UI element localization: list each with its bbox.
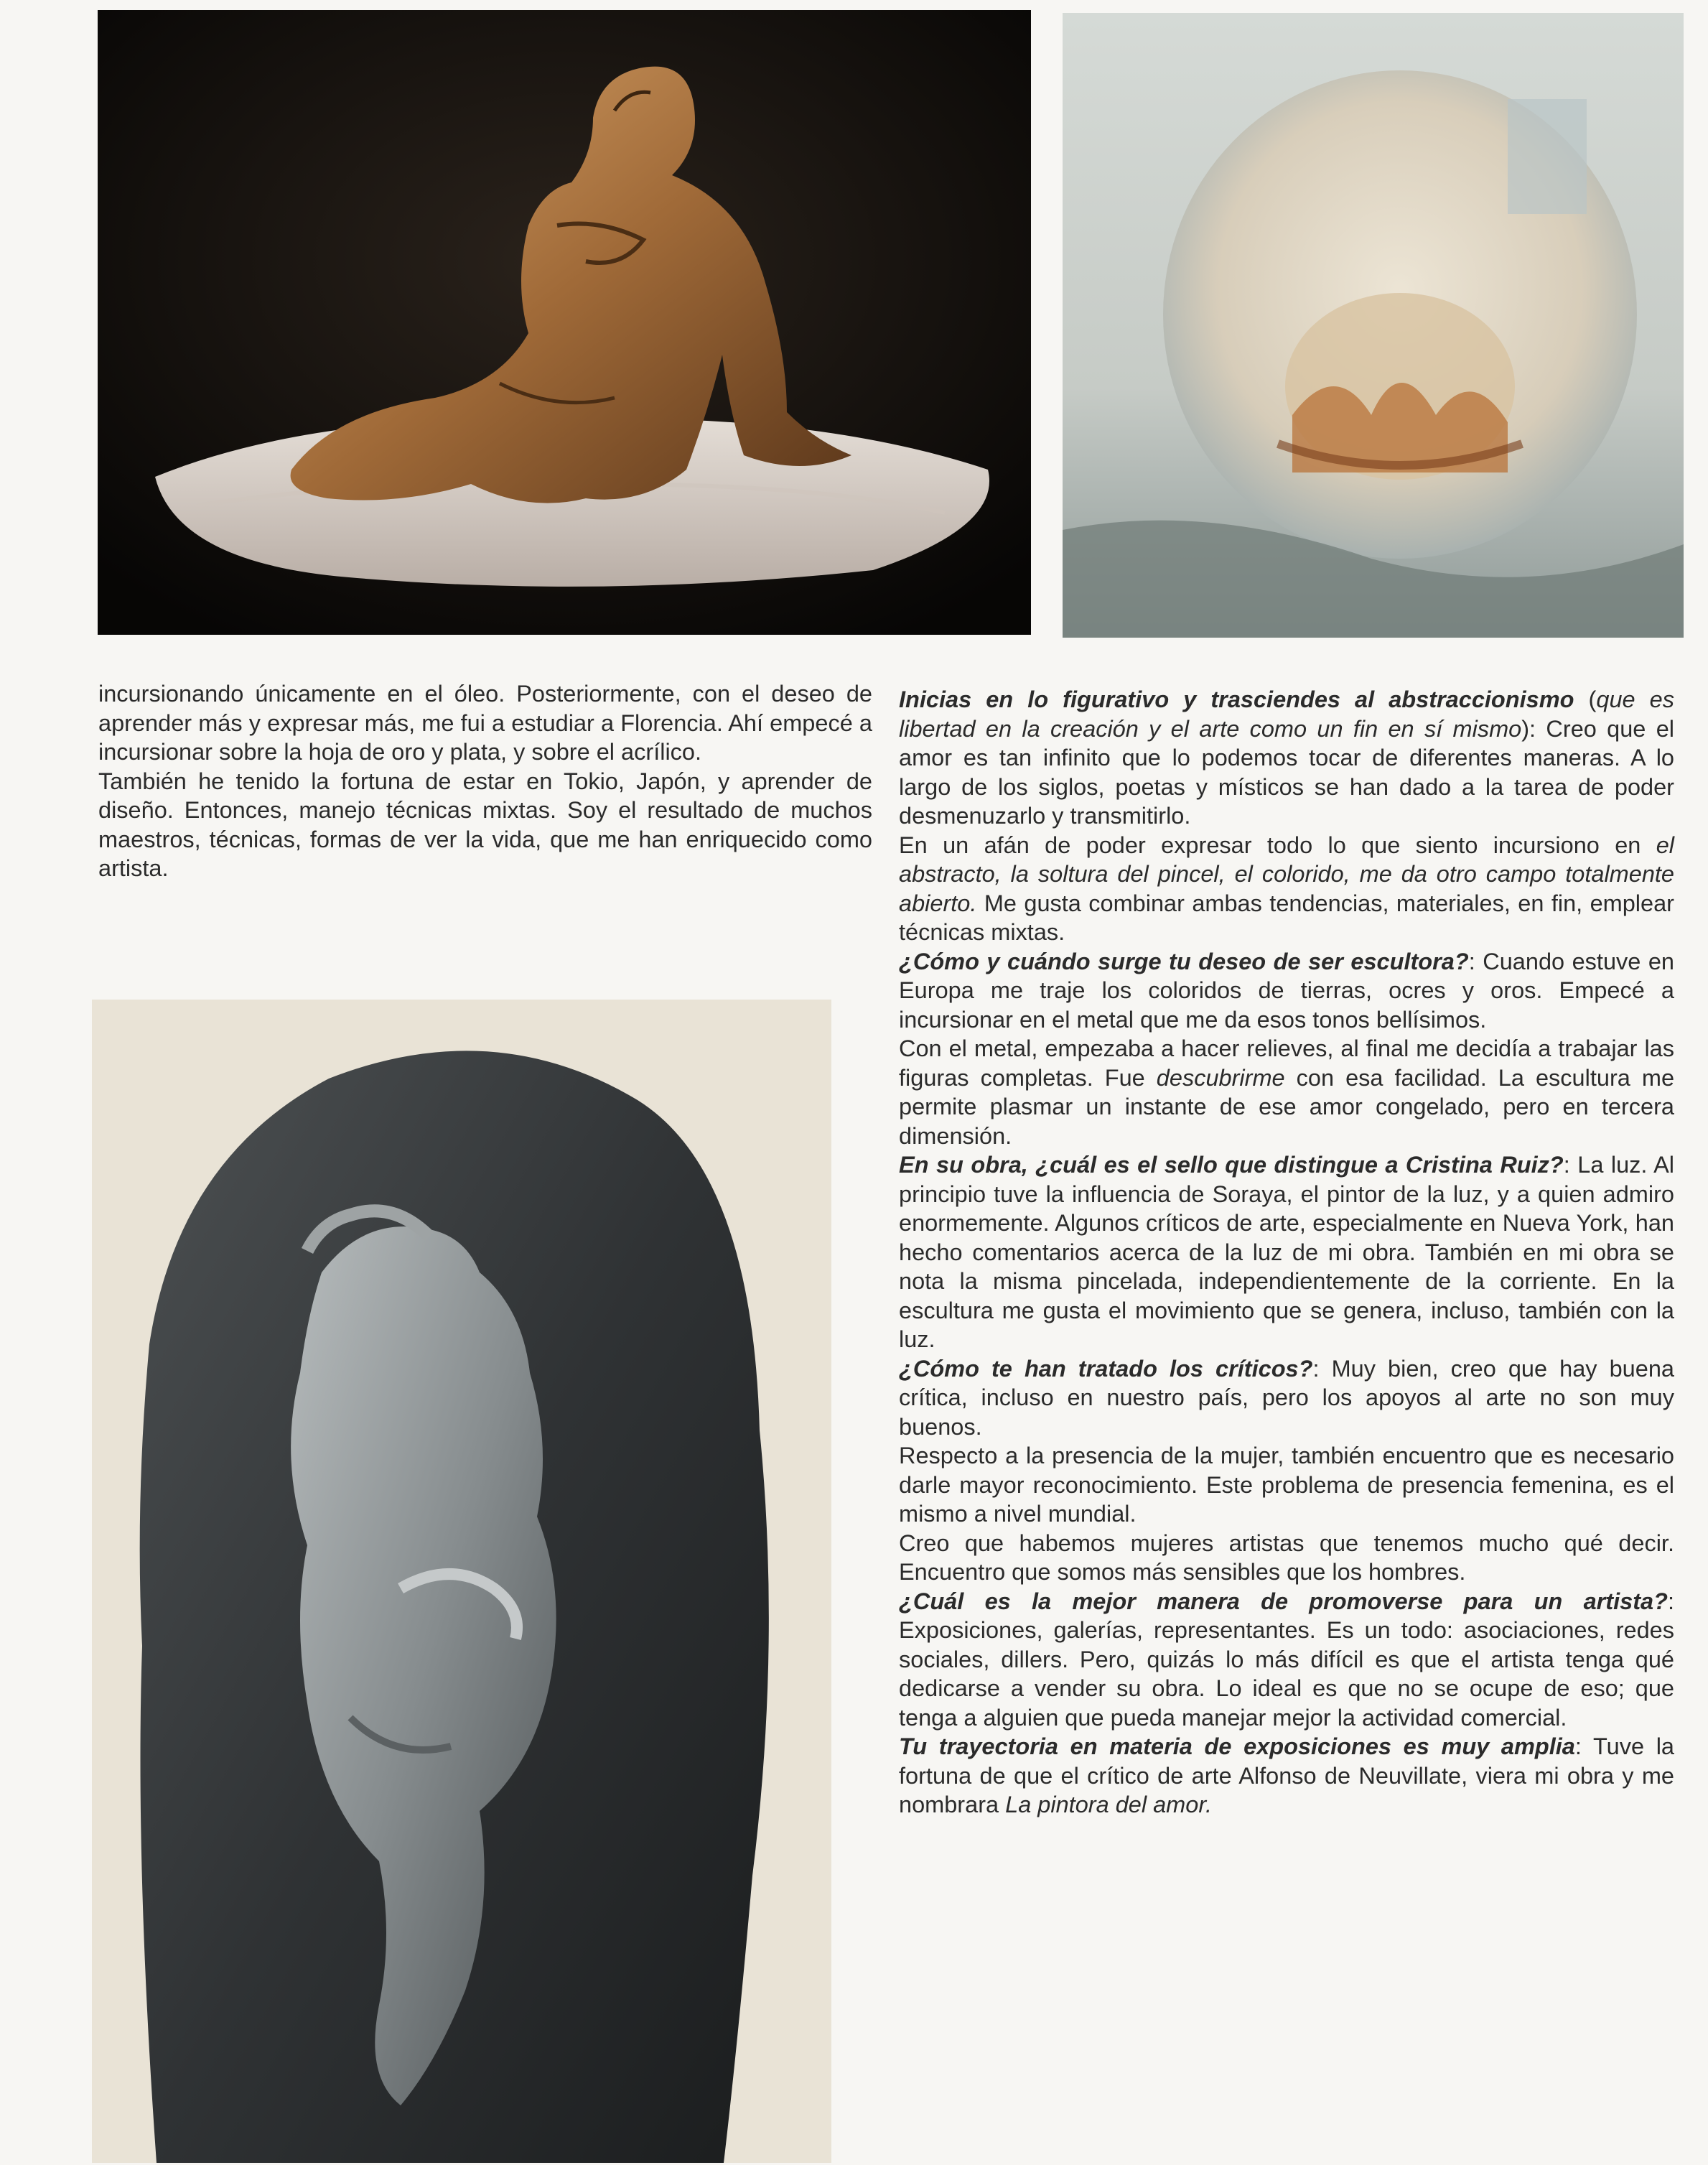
answer-abstracto-end: Me gusta combinar ambas tendencias, materiales, en fin, emplear técnicas mixtas. — [899, 890, 1674, 945]
question-escultora: ¿Cómo y cuándo surge tu deseo de ser escultora? — [899, 948, 1469, 974]
question-sello: En su obra, ¿cuál es el sello que distingue a Cristina Ruiz? — [899, 1152, 1564, 1178]
answer-trayectoria-start: Tuve la fortuna de que el crítico de arte Alfonso de Neuvillate, viera mi obra y me nombrara — [899, 1733, 1674, 1817]
qa-trayectoria: Tu trayectoria en materia de exposiciones es muy amplia: Tuve la fortuna de que el crítico de arte Alfonso de Neuvillate, viera mi obra y me nombrara La pintora del amor. — [899, 1733, 1674, 1817]
paragraph-tokio: También he tenido la fortuna de estar en Tokio, Japón, y aprender de diseño. Entonces, manejo técnicas mixtas. Soy el resultado de muchos maestros, técnicas, formas de ver la vida, que me han enriquecido como artista. — [98, 768, 872, 881]
question-promoverse: ¿Cuál es la mejor manera de promoverse para un artista? — [899, 1588, 1668, 1614]
qa-promoverse: ¿Cuál es la mejor manera de promoverse para un artista?: Exposiciones, galerías, representantes. Es un todo: asociaciones, redes sociales, dillers. Pero, quizás lo más difícil es que el artista tenga qué dedicarse a vender su obra. Lo ideal es que no se ocupe de eso; que tenga a alguien que pueda manejar mejor la actividad comercial. — [899, 1588, 1674, 1731]
qa-sello: En su obra, ¿cuál es el sello que distingue a Cristina Ruiz?: La luz. Al principio tuve la influencia de Soraya, el pintor de la luz, y a quien admiro enormemente. Algunos críticos de arte, especialmente en Nueva York, han hecho comentarios acerca de la luz de mi obra. También en mi obra se nota la misma pincelada, independientemente de la corriente. En la escultura me gusta el movimiento que se genera, incluso, también con la luz. — [899, 1152, 1675, 1352]
photo-bronze-couple-sculpture — [98, 10, 1031, 635]
answer-abstracto-start: En un afán de poder expresar todo lo que siento incursiono en — [899, 832, 1641, 858]
article-right-column — [899, 685, 1674, 1820]
question-figurativo-aside: que es libertad en la creación y el arte como un fin en sí mismo — [899, 686, 1674, 742]
abstract-painting-illustration — [1063, 13, 1684, 638]
paragraph-metal — [899, 1034, 1674, 1150]
qa-escultora: ¿Cómo y cuándo surge tu deseo de ser escultora?: Cuando estuve en Europa me traje los coloridos de tierras, ocres y oros. Empecé a incursionar en el metal que me da esos tonos bellísimos. — [899, 948, 1675, 1033]
question-criticos: ¿Cómo te han tratado los críticos? — [899, 1355, 1313, 1382]
answer-criticos: Muy bien, creo que hay buena crítica, incluso en nuestro país, pero los apoyos al arte no son muy buenos. — [899, 1355, 1674, 1440]
paragraph-abstracto — [899, 831, 1674, 947]
answer-metal-start: Con el metal, empezaba a hacer relieves, al final me decidía a trabajar las figuras completas. Fue — [899, 1035, 1674, 1091]
answer-trayectoria-italic: La pintora del amor. — [1005, 1792, 1212, 1817]
answer-amor-infinito: Creo que el amor es tan infinito que lo podemos tocar de diferentes maneras. A lo largo de los siglos, poetas y místicos se han dado a la tarea de poder desmenuzarlo y transmitirlo. — [899, 715, 1674, 829]
bronze-couple-illustration — [98, 10, 1031, 635]
answer-metal-italic: descubrirme — [1156, 1064, 1285, 1091]
photo-abstract-painting — [1063, 13, 1684, 638]
qa-criticos: ¿Cómo te han tratado los críticos?: Muy bien, creo que hay buena crítica, incluso en nuestro país, pero los apoyos al arte no son muy buenos. — [899, 1355, 1674, 1440]
answer-abstracto-italic: el abstracto, la soltura del pincel, el colorido, me da otro campo totalmente abierto. — [899, 832, 1674, 916]
answer-escultora: Cuando estuve en Europa me traje los coloridos de tierras, ocres y oros. Empecé a incursionar en el metal que me da esos tonos bellísimos. — [899, 948, 1675, 1033]
question-trayectoria: Tu trayectoria en materia de exposiciones es muy amplia — [899, 1733, 1575, 1759]
paragraph-mujeres-artistas: Creo que habemos mujeres artistas que tenemos mucho qué decir. Encuentro que somos más sensibles que los hombres. — [899, 1530, 1674, 1585]
paragraph-florencia: incursionando únicamente en el óleo. Posteriormente, con el deseo de aprender más y expresar más, me fui a estudiar a Florencia. Ahí empecé a incursionar sobre la hoja de oro y plata, y sobre el acrílico. — [98, 681, 872, 765]
question-figurativo: Inicias en lo figurativo y trasciendes al abstraccionismo — [899, 686, 1574, 712]
photo-metal-relief-sculpture — [92, 1000, 831, 2163]
answer-promoverse: Exposiciones, galerías, representantes. Es un todo: asociaciones, redes sociales, dillers. Pero, quizás lo más difícil es que el artista tenga qué dedicarse a vender su obra. Lo ideal es que no se ocupe de eso; que tenga a alguien que pueda manejar mejor la actividad comercial. — [899, 1617, 1674, 1731]
metal-relief-illustration — [92, 1000, 831, 2163]
paragraph-presencia-mujer: Respecto a la presencia de la mujer, también encuentro que es necesario darle mayor reconocimiento. Este problema de presencia femenina, es el mismo a nivel mundial. — [899, 1443, 1674, 1527]
answer-sello: La luz. Al principio tuve la influencia de Soraya, el pintor de la luz, y a quien admiro enormemente. Algunos críticos de arte, especialmente en Nueva York, han hecho comentarios acerca de la luz de mi obra. También en mi obra se nota la misma pincelada, independientemente de la corriente. En la escultura me gusta el movimiento que se genera, incluso, también con la luz. — [899, 1152, 1675, 1352]
answer-metal-end: con esa facilidad. La escultura me permite plasmar un instante de ese amor congelado, pero en tercera dimensión. — [899, 1064, 1675, 1149]
qa-figurativo-abstraccionismo: Inicias en lo figurativo y trasciendes al abstraccionismo (que es libertad en la creación y el arte como un fin en sí mismo): Creo que el amor es tan infinito que lo podemos tocar de diferentes maneras. A lo largo de los siglos, poetas y místicos se han dado a la tarea de poder desmenuzarlo y transmitirlo. — [899, 686, 1674, 829]
article-left-column — [98, 679, 872, 883]
